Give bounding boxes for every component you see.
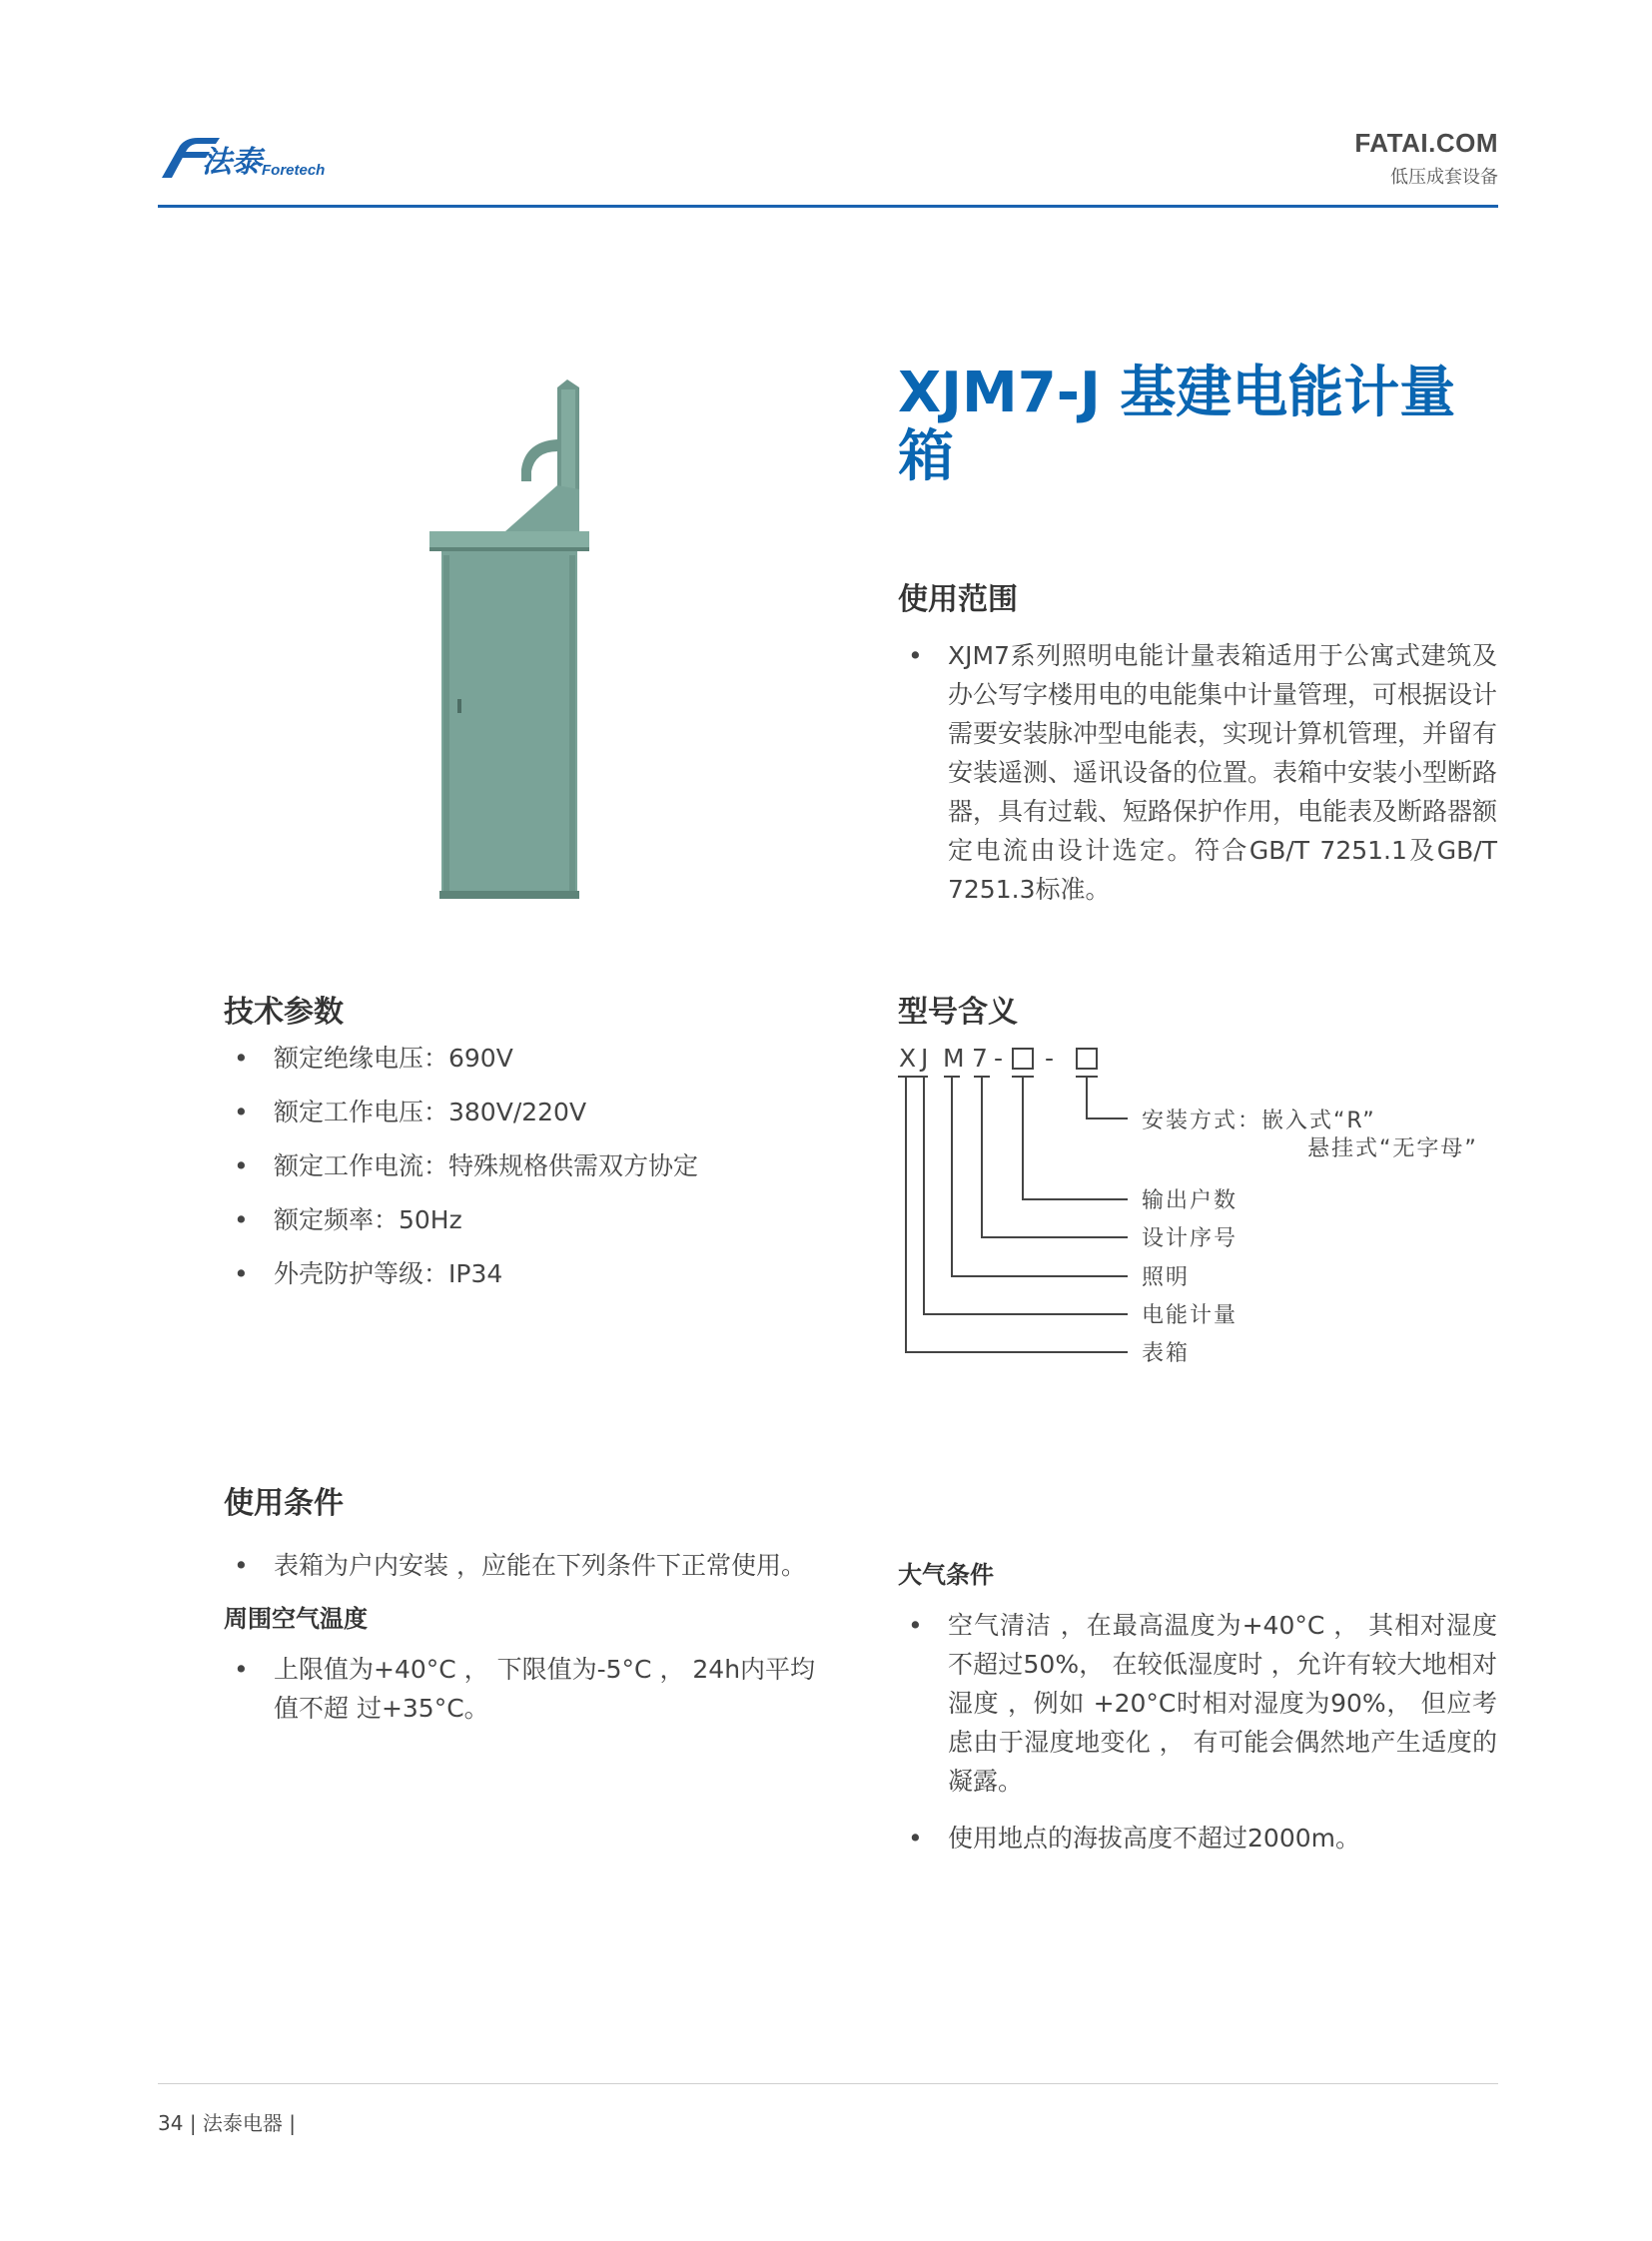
site-info — [1354, 128, 1498, 189]
product-title-line2: 箱 — [898, 424, 954, 489]
model-label-install: 安装方式：嵌入式“R” — [1142, 1109, 1376, 1133]
model-label-box: 表箱 — [1142, 1341, 1191, 1366]
model-label-metering: 电能计量 — [1142, 1303, 1239, 1328]
tech-section — [224, 1039, 863, 1308]
scope-section — [898, 574, 1497, 909]
atmo-list — [898, 1606, 1497, 1858]
footer-company: 法泰电器 — [202, 2111, 283, 2135]
list-item: • 额定工作电压：380V/220V — [224, 1093, 863, 1131]
footer-divider — [158, 2083, 1498, 2084]
footer-separator: | — [289, 2111, 297, 2135]
site-url[interactable]: FATAI.COM — [1354, 128, 1498, 158]
temp-heading: 周围空气温度 — [224, 1605, 368, 1633]
conditions-heading-wrap — [224, 1478, 344, 1522]
brand-cn-text: 法泰 — [202, 146, 262, 179]
tech-list — [224, 1039, 863, 1293]
model-heading: 型号含义 — [898, 995, 1018, 1030]
conditions-intro-list — [224, 1546, 833, 1585]
model-placeholder-box — [1013, 1049, 1033, 1069]
list-item: • 使用地点的海拔高度不超过2000m。 — [898, 1819, 1497, 1858]
model-code-char: M — [943, 1044, 966, 1073]
footer-separator: | — [189, 2111, 203, 2135]
list-item: • 上限值为+40°C ， 下限值为-5°C ， 24h内平均值不超 过+35°C。 — [224, 1650, 833, 1728]
model-label-lighting: 照明 — [1142, 1265, 1191, 1290]
model-code-char: 7 — [972, 1044, 989, 1073]
page-footer — [158, 2107, 296, 2136]
model-code-char: - — [994, 1044, 1004, 1073]
list-item: • 额定频率：50Hz — [224, 1200, 863, 1239]
temp-list — [224, 1650, 833, 1728]
conditions-left — [224, 1546, 833, 1728]
scope-heading: 使用范围 — [898, 582, 1018, 617]
scope-list — [898, 636, 1497, 909]
model-code-char: - — [1045, 1044, 1055, 1073]
list-item: • 空气清洁 ，在最高温度为+40°C ， 其相对湿度不超过50%， 在较低湿度时 ，允许有较大地相对湿度 ，例如 +20°C时相对湿度为90%， 但应考虑由于湿度地变化 ， 有可能会偶然地产生适度的凝露。 — [898, 1606, 1497, 1801]
site-category: 低压成套设备 — [1390, 167, 1498, 188]
tech-heading-wrap — [224, 987, 344, 1031]
model-label-install2: 悬挂式“无字母” — [1307, 1136, 1478, 1161]
brand-en-text: Foretech — [262, 162, 326, 179]
conditions-right — [898, 1606, 1497, 1875]
model-label-outputs: 输出户数 — [1142, 1188, 1239, 1213]
product-image — [429, 379, 599, 904]
meter-box-cabinet-icon — [429, 379, 599, 904]
atmo-heading: 大气条件 — [898, 1561, 994, 1589]
atmo-heading-wrap — [898, 1555, 994, 1590]
header-divider — [158, 205, 1498, 208]
model-placeholder-box — [1077, 1049, 1097, 1069]
list-item: • 额定工作电流：特殊规格供需双方协定 — [224, 1146, 863, 1185]
product-title-line1: XJM7-J 基建电能计量 — [898, 361, 1456, 425]
list-item: • 外壳防护等级：IP34 — [224, 1254, 863, 1293]
model-code — [899, 1044, 1097, 1073]
foretech-logo-icon — [158, 132, 348, 180]
conditions-heading: 使用条件 — [224, 1486, 344, 1521]
model-diagram — [894, 1037, 1513, 1376]
list-item: • 额定绝缘电压：690V — [224, 1039, 863, 1078]
model-code-char: X — [899, 1044, 917, 1073]
list-item: • 表箱为户内安装 ，应能在下列条件下正常使用。 — [224, 1546, 833, 1585]
model-leader-lines — [898, 1077, 1128, 1352]
model-heading-wrap — [898, 987, 1018, 1031]
list-item: • XJM7系列照明电能计量表箱适用于公寓式建筑及办公写字楼用电的电能集中计量管理，可根据设计需要安装脉冲型电能表，实现计算机管理，并留有安装遥测、遥讯设备的位置。表箱中安装小型断路器，具有过载、短路保护作用，电能表及断路器额定电流由设计选定。符合GB/T 7251.1及GB/T 7251.3标准。 — [898, 636, 1497, 909]
product-title — [898, 362, 1497, 489]
model-label-design: 设计序号 — [1142, 1226, 1239, 1251]
page-number: 34 — [158, 2111, 184, 2135]
foretech-logo — [158, 132, 348, 180]
tech-heading: 技术参数 — [224, 995, 344, 1030]
model-code-char: J — [921, 1044, 929, 1073]
